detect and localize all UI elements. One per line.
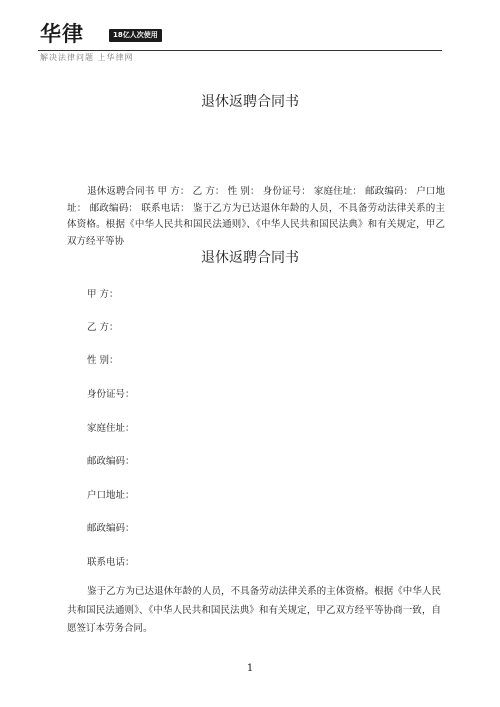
field-party-a: 甲 方： [87,289,119,300]
site-header [38,22,442,64]
field-id-number: 身份证号： [87,389,135,400]
brand-logo[interactable]: 华律 [40,22,84,46]
document-summary [67,184,445,250]
field-phone: 联系电话： [87,557,135,568]
header-divider [38,50,442,51]
page-number: 1 [246,663,254,674]
preamble-text: 鉴于乙方为已达退休年龄的人员，不具备劳动法律关系的主体资格。根据《中华人民共和国民法通则》、《中华人民共和国民法典》和有关规定，甲乙双方经平等协商一致，自愿签订本劳务合同。 [67,586,441,634]
field-party-b: 乙 方： [87,322,119,333]
site-slogan: 解决法律问题 上华律网 [40,53,134,62]
contract-heading: 退休返聘合同书 [201,250,299,266]
field-home-address: 家庭住址： [87,423,135,434]
contract-preamble [67,583,441,639]
usage-badge: 18亿人次使用 [109,29,162,42]
summary-text: 退休返聘合同书 甲 方： 乙 方： 性 别： 身份证号： 家庭住址： 邮政编码： 户口地址： 邮政编码： 联系电话： 鉴于乙方为已达退休年龄的人员，不具备劳动法律关系的主体资格。根据《中华人民共和国民法通则》、《中华人民共和国民法典》和有关规定，甲乙双方经平等协 [67,186,445,247]
field-gender: 性 别： [87,355,119,366]
field-postal-code-2: 邮政编码： [87,523,135,534]
document-title: 退休返聘合同书 [201,94,299,110]
field-postal-code: 邮政编码： [87,456,135,467]
field-registered-address: 户口地址： [87,490,135,501]
